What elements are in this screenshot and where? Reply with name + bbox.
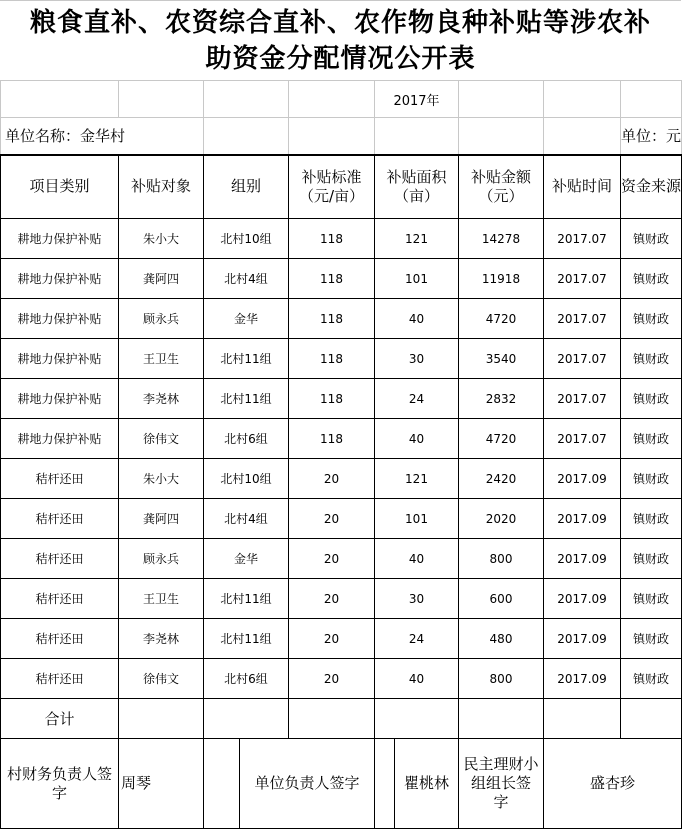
cell-group: 金华 [204, 539, 289, 579]
cell-standard: 20 [289, 619, 375, 659]
democratic-group-name: 盛杏珍 [544, 739, 682, 829]
cell-category: 秸杆还田 [1, 499, 119, 539]
village-finance-label: 村财务负责人签字 [1, 739, 119, 829]
cell-target: 李尧林 [119, 379, 204, 419]
cell-group: 北村11组 [204, 579, 289, 619]
cell-group: 金华 [204, 299, 289, 339]
total-label: 合计 [1, 699, 119, 739]
year-row [1, 81, 682, 118]
header-category: 项目类别 [1, 155, 119, 219]
democratic-group-label: 民主理财小组组长签 字 [459, 739, 544, 829]
cell-area: 121 [375, 219, 459, 259]
cell-amount: 14278 [459, 219, 544, 259]
title-line-1: 粮食直补、农资综合直补、农作物良种补贴等涉农补 [29, 7, 651, 38]
table-row [1, 219, 682, 259]
cell-standard: 118 [289, 219, 375, 259]
cell-amount: 800 [459, 539, 544, 579]
cell-category: 耕地力保护补贴 [1, 339, 119, 379]
cell-group: 北村10组 [204, 219, 289, 259]
cell-amount: 11918 [459, 259, 544, 299]
cell-source: 镇财政 [621, 419, 682, 459]
cell-target: 王卫生 [119, 339, 204, 379]
unit-head-label: 单位负责人签字 [240, 739, 375, 829]
cell-area: 24 [375, 619, 459, 659]
cell-standard: 118 [289, 299, 375, 339]
table-row [1, 419, 682, 459]
cell-target: 朱小大 [119, 459, 204, 499]
header-target: 补贴对象 [119, 155, 204, 219]
table-row [1, 459, 682, 499]
cell-amount: 4720 [459, 299, 544, 339]
header-standard: 补贴标准（元/亩） [289, 155, 375, 219]
cell-source: 镇财政 [621, 619, 682, 659]
cell-source: 镇财政 [621, 339, 682, 379]
header-amount: 补贴金额（元） [459, 155, 544, 219]
cell-area: 40 [375, 419, 459, 459]
cell-area: 30 [375, 339, 459, 379]
cell-source: 镇财政 [621, 219, 682, 259]
cell-time: 2017.07 [544, 219, 621, 259]
village-finance-name: 周琴 [119, 739, 204, 829]
cell-category: 耕地力保护补贴 [1, 419, 119, 459]
table-row [1, 299, 682, 339]
title-line-2: 助资金分配情况公开表 [205, 43, 476, 74]
cell-standard: 118 [289, 259, 375, 299]
cell-source: 镇财政 [621, 299, 682, 339]
header-area: 补贴面积（亩） [375, 155, 459, 219]
cell-target: 顾永兵 [119, 299, 204, 339]
cell-category: 耕地力保护补贴 [1, 379, 119, 419]
cell-group: 北村4组 [204, 259, 289, 299]
cell-area: 101 [375, 259, 459, 299]
cell-category: 秸杆还田 [1, 659, 119, 699]
cell-target: 徐伟文 [119, 419, 204, 459]
total-row [1, 699, 682, 739]
header-source: 资金来源 [621, 155, 682, 219]
cell-area: 121 [375, 459, 459, 499]
cell-area: 40 [375, 299, 459, 339]
cell-source: 镇财政 [621, 379, 682, 419]
cell-standard: 20 [289, 579, 375, 619]
cell-target: 朱小大 [119, 219, 204, 259]
cell-category: 秸杆还田 [1, 459, 119, 499]
year-label: 2017年 [375, 81, 459, 118]
unit-row [1, 118, 682, 155]
cell-amount: 2020 [459, 499, 544, 539]
cell-amount: 4720 [459, 419, 544, 459]
cell-time: 2017.09 [544, 499, 621, 539]
subsidy-table [0, 80, 682, 829]
cell-time: 2017.07 [544, 379, 621, 419]
cell-source: 镇财政 [621, 499, 682, 539]
table-row [1, 579, 682, 619]
table-row [1, 339, 682, 379]
cell-category: 秸杆还田 [1, 619, 119, 659]
cell-time: 2017.07 [544, 299, 621, 339]
cell-target: 龚阿四 [119, 259, 204, 299]
cell-category: 耕地力保护补贴 [1, 259, 119, 299]
cell-group: 北村11组 [204, 619, 289, 659]
unit-head-name: 瞿桃林 [395, 739, 459, 829]
cell-standard: 20 [289, 499, 375, 539]
signature-row [1, 739, 682, 829]
cell-group: 北村6组 [204, 419, 289, 459]
cell-amount: 800 [459, 659, 544, 699]
header-time: 补贴时间 [544, 155, 621, 219]
cell-group: 北村10组 [204, 459, 289, 499]
cell-category: 秸杆还田 [1, 579, 119, 619]
cell-time: 2017.09 [544, 579, 621, 619]
cell-target: 顾永兵 [119, 539, 204, 579]
cell-area: 40 [375, 539, 459, 579]
table-row [1, 379, 682, 419]
cell-time: 2017.07 [544, 259, 621, 299]
cell-standard: 118 [289, 379, 375, 419]
cell-amount: 2832 [459, 379, 544, 419]
cell-target: 王卫生 [119, 579, 204, 619]
cell-category: 秸杆还田 [1, 539, 119, 579]
cell-group: 北村4组 [204, 499, 289, 539]
cell-target: 龚阿四 [119, 499, 204, 539]
cell-time: 2017.07 [544, 339, 621, 379]
cell-area: 101 [375, 499, 459, 539]
cell-group: 北村6组 [204, 659, 289, 699]
cell-standard: 20 [289, 539, 375, 579]
cell-target: 徐伟文 [119, 659, 204, 699]
cell-area: 40 [375, 659, 459, 699]
cell-standard: 118 [289, 419, 375, 459]
table-row [1, 499, 682, 539]
cell-amount: 600 [459, 579, 544, 619]
cell-amount: 2420 [459, 459, 544, 499]
cell-source: 镇财政 [621, 259, 682, 299]
cell-source: 镇财政 [621, 659, 682, 699]
cell-category: 耕地力保护补贴 [1, 299, 119, 339]
cell-amount: 480 [459, 619, 544, 659]
cell-standard: 20 [289, 659, 375, 699]
cell-time: 2017.09 [544, 539, 621, 579]
unit-name: 单位名称：金华村 [1, 118, 204, 155]
cell-group: 北村11组 [204, 379, 289, 419]
table-row [1, 539, 682, 579]
cell-source: 镇财政 [621, 539, 682, 579]
cell-standard: 20 [289, 459, 375, 499]
cell-standard: 118 [289, 339, 375, 379]
cell-area: 24 [375, 379, 459, 419]
header-group: 组别 [204, 155, 289, 219]
cell-time: 2017.09 [544, 619, 621, 659]
cell-time: 2017.09 [544, 659, 621, 699]
cell-source: 镇财政 [621, 579, 682, 619]
cell-category: 耕地力保护补贴 [1, 219, 119, 259]
table-row [1, 619, 682, 659]
cell-target: 李尧林 [119, 619, 204, 659]
header-row [1, 155, 682, 219]
page-title [0, 0, 681, 80]
cell-time: 2017.07 [544, 419, 621, 459]
table-row [1, 659, 682, 699]
cell-source: 镇财政 [621, 459, 682, 499]
cell-time: 2017.09 [544, 459, 621, 499]
cell-area: 30 [375, 579, 459, 619]
cell-amount: 3540 [459, 339, 544, 379]
table-row [1, 259, 682, 299]
cell-group: 北村11组 [204, 339, 289, 379]
unit-label: 单位：元 [621, 118, 682, 155]
